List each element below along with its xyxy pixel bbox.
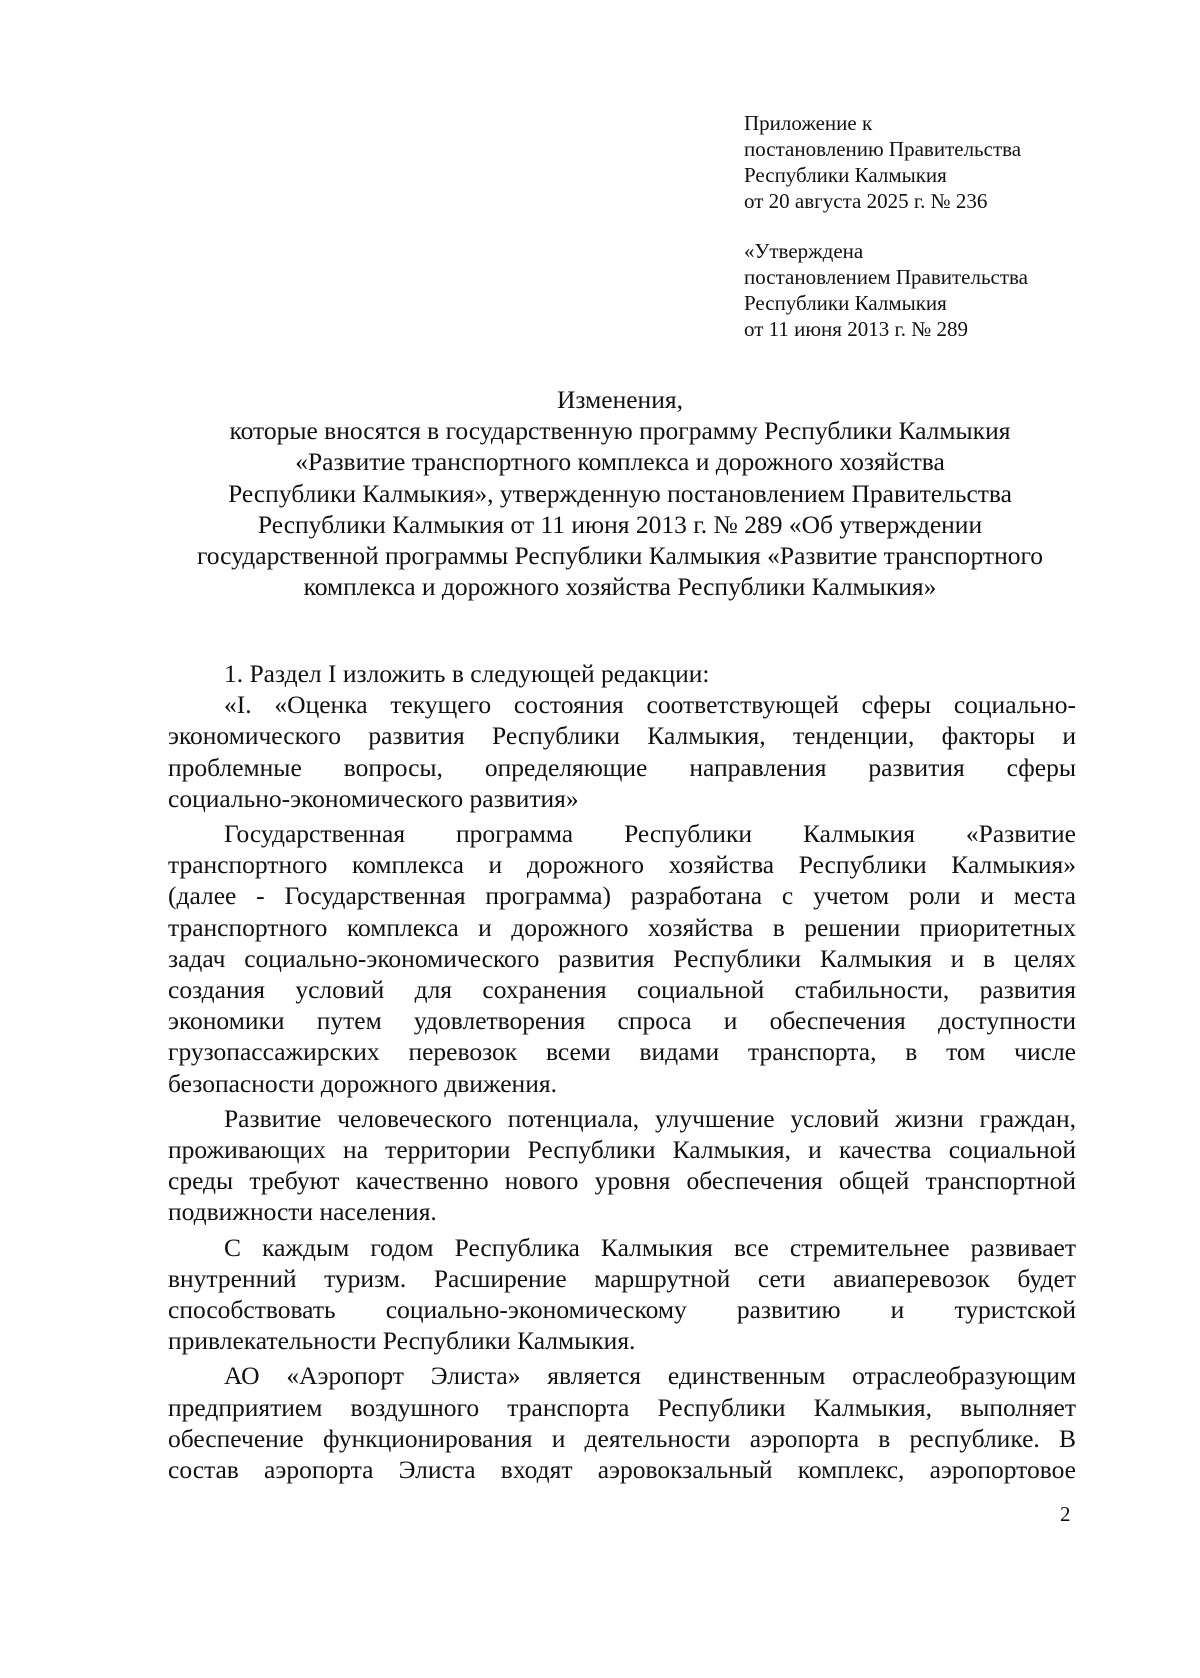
paragraph-line: подвижности населения.: [168, 1197, 437, 1227]
paragraph: [168, 1232, 1076, 1357]
paragraph: [168, 1360, 1076, 1485]
title-line: государственной программы Республики Калмыкия «Развитие транспортного: [196, 541, 1044, 571]
paragraph: [168, 818, 1076, 1099]
appendix-line: Республики Калмыкия: [744, 163, 947, 187]
paragraph-line: внутренний туризм. Расширение маршрутной сети авиаперевозок будет: [168, 1263, 1076, 1293]
paragraph-line: грузопассажирских перевозок всеми видами транспорта, в том числе: [168, 1037, 1076, 1067]
section-heading-line: социально-экономического развития»: [168, 783, 579, 813]
title-line: которые вносятся в государственную программу Республики Калмыкия: [229, 416, 1011, 446]
appendix-line: постановлению Правительства: [744, 137, 1022, 161]
title-line: Республики Калмыкия от 11 июня 2013 г. № 289 «Об утверждении: [257, 509, 983, 539]
paragraph-line: задач социально-экономического развития Республики Калмыкия и в целях: [168, 943, 1076, 973]
section-heading-line: экономического развития Республики Калмыкия, тенденции, факторы и: [168, 721, 1076, 751]
paragraph-line: С каждым годом Республика Калмыкия все стремительнее развивает: [224, 1232, 1076, 1262]
paragraph-line: создания условий для сохранения социальной стабильности, развития: [168, 975, 1076, 1005]
paragraph-line: (далее - Государственная программа) разработана с учетом роли и места: [168, 881, 1076, 911]
paragraph-line: безопасности дорожного движения.: [168, 1068, 557, 1098]
title-line: Республики Калмыкия», утвержденную постановлением Правительства: [228, 478, 1012, 508]
paragraph-line: привлекательности Республики Калмыкия.: [168, 1326, 636, 1356]
approval-line: постановлением Правительства: [744, 265, 1029, 289]
section-heading-line: «I. «Оценка текущего состояния соответствующей сферы социально-: [224, 690, 1076, 720]
appendix-line: от 20 августа 2025 г. № 236: [744, 189, 988, 213]
paragraph-line: предприятием воздушного транспорта Республики Калмыкия, выполняет: [168, 1392, 1076, 1422]
paragraph-line: Развитие человеческого потенциала, улучшение условий жизни граждан,: [224, 1103, 1076, 1133]
document-body: [168, 658, 1076, 1485]
page-number: 2: [1060, 1502, 1071, 1526]
item-1: 1. Раздел I изложить в следующей редакции:: [224, 659, 710, 688]
approval-line: Республики Калмыкия: [744, 291, 947, 315]
paragraph-line: транспортного комплекса и дорожного хозяйства Республики Калмыкия»: [168, 850, 1076, 880]
section-heading-line: проблемные вопросы, определяющие направления развития сферы: [168, 752, 1076, 782]
approval-line: от 11 июня 2013 г. № 289: [744, 317, 968, 341]
section-heading: [168, 689, 1076, 814]
paragraph-line: способствовать социально-экономическому развитию и туристской: [168, 1295, 1076, 1325]
paragraph-line: обеспечение функционирования и деятельности аэропорта в республике. В: [168, 1423, 1076, 1453]
paragraph-line: состав аэропорта Элиста входят аэровокзальный комплекс, аэропортовое: [168, 1455, 1076, 1485]
title-line: комплекса и дорожного хозяйства Республики Калмыкия»: [303, 572, 937, 602]
appendix-note: [744, 110, 1164, 342]
approval-line: «Утверждена: [744, 239, 864, 263]
paragraph-line: проживающих на территории Республики Калмыкия, и качества социальной: [168, 1135, 1076, 1165]
title-heading: Изменения,: [557, 385, 683, 414]
paragraph-line: транспортного комплекса и дорожного хозяйства в решении приоритетных: [168, 912, 1076, 942]
title-line: «Развитие транспортного комплекса и дорожного хозяйства: [295, 447, 945, 477]
paragraph-line: АО «Аэропорт Элиста» является единственным отраслеобразующим: [224, 1361, 1076, 1391]
appendix-line: Приложение к: [744, 111, 873, 135]
paragraph: [168, 1103, 1076, 1228]
paragraph-line: Государственная программа Республики Калмыкия «Развитие: [224, 819, 1076, 849]
paragraph-line: экономики путем удовлетворения спроса и обеспечения доступности: [168, 1006, 1076, 1036]
paragraph-line: среды требуют качественно нового уровня обеспечения общей транспортной: [168, 1166, 1076, 1196]
document-title: [150, 384, 1090, 602]
